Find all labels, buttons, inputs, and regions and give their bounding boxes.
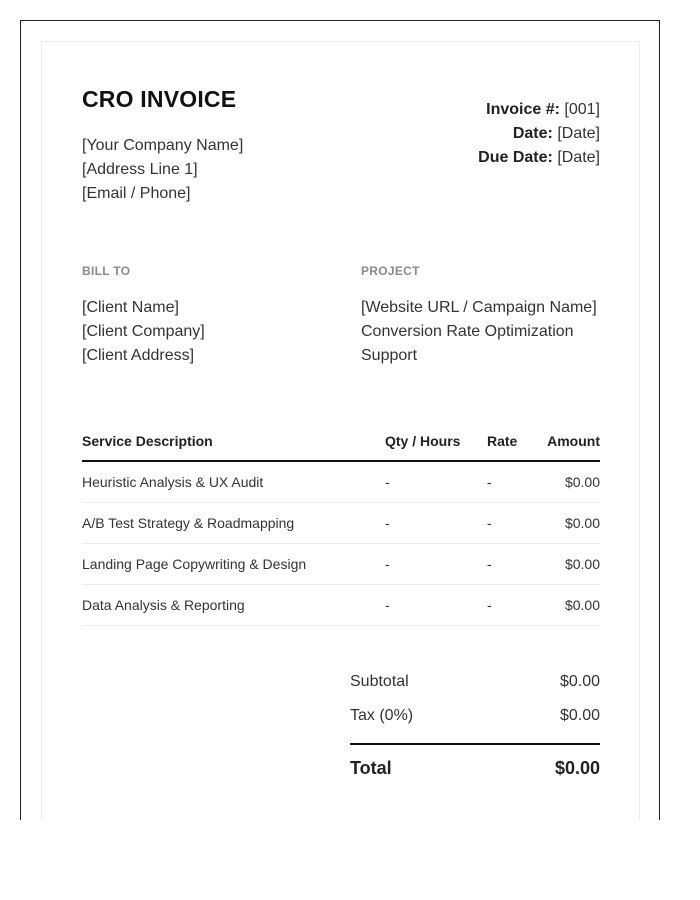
project-label: PROJECT [361, 264, 420, 278]
header-amount: Amount [537, 422, 600, 461]
project-line-2: Conversion Rate Optimization [361, 323, 574, 340]
invoice-date-label: Date: [512, 125, 553, 142]
project-line-1: [Website URL / Campaign Name] [361, 299, 597, 316]
services-table [82, 422, 600, 626]
subtotal-label: Subtotal [350, 673, 409, 690]
company-info [82, 134, 243, 206]
due-date-label: Due Date: [478, 149, 553, 166]
header-service-description: Service Description [82, 422, 385, 461]
project-line-3: Support [361, 347, 418, 364]
invoice-number-value: [001] [564, 101, 600, 118]
header-rate: Rate [487, 422, 537, 461]
row-description: A/B Test Strategy & Roadmapping [82, 503, 385, 544]
subtotal-row [350, 665, 600, 699]
company-name: [Your Company Name] [82, 137, 244, 154]
client-name: [Client Name] [82, 299, 179, 316]
table-row [82, 503, 600, 544]
table-header-row [82, 422, 600, 461]
company-address: [Address Line 1] [82, 161, 198, 178]
totals-block [350, 665, 600, 791]
row-amount: $0.00 [537, 585, 600, 626]
row-qty: - [385, 503, 487, 544]
invoice-date-value: [Date] [557, 125, 600, 142]
total-row [350, 743, 600, 791]
table-row [82, 544, 600, 585]
row-rate: - [487, 544, 537, 585]
row-description: Heuristic Analysis & UX Audit [82, 461, 385, 503]
invoice-number-label: Invoice #: [486, 101, 560, 118]
total-label: Total [350, 758, 392, 778]
header-qty-hours: Qty / Hours [385, 422, 487, 461]
bill-to-label: BILL TO [82, 264, 131, 278]
bill-to-block [82, 296, 205, 368]
tax-row [350, 699, 600, 733]
row-amount: $0.00 [537, 544, 600, 585]
row-qty: - [385, 544, 487, 585]
table-row [82, 585, 600, 626]
client-address: [Client Address] [82, 347, 195, 364]
row-description: Data Analysis & Reporting [82, 585, 385, 626]
tax-value: $0.00 [559, 707, 600, 724]
invoice-date-row [478, 122, 600, 146]
invoice-title: CRO INVOICE [82, 86, 237, 112]
total-value: $0.00 [554, 758, 600, 778]
row-qty: - [385, 585, 487, 626]
due-date-row [478, 146, 600, 170]
due-date-value: [Date] [557, 149, 600, 166]
row-qty: - [385, 461, 487, 503]
company-contact: [Email / Phone] [82, 185, 191, 202]
row-description: Landing Page Copywriting & Design [82, 544, 385, 585]
invoice-meta [478, 98, 600, 170]
invoice-number-row [478, 98, 600, 122]
row-rate: - [487, 585, 537, 626]
row-rate: - [487, 503, 537, 544]
project-block [361, 296, 597, 368]
row-amount: $0.00 [537, 503, 600, 544]
row-amount: $0.00 [537, 461, 600, 503]
tax-label: Tax (0%) [350, 707, 414, 724]
row-rate: - [487, 461, 537, 503]
subtotal-value: $0.00 [559, 673, 600, 690]
table-row [82, 461, 600, 503]
client-company: [Client Company] [82, 323, 205, 340]
